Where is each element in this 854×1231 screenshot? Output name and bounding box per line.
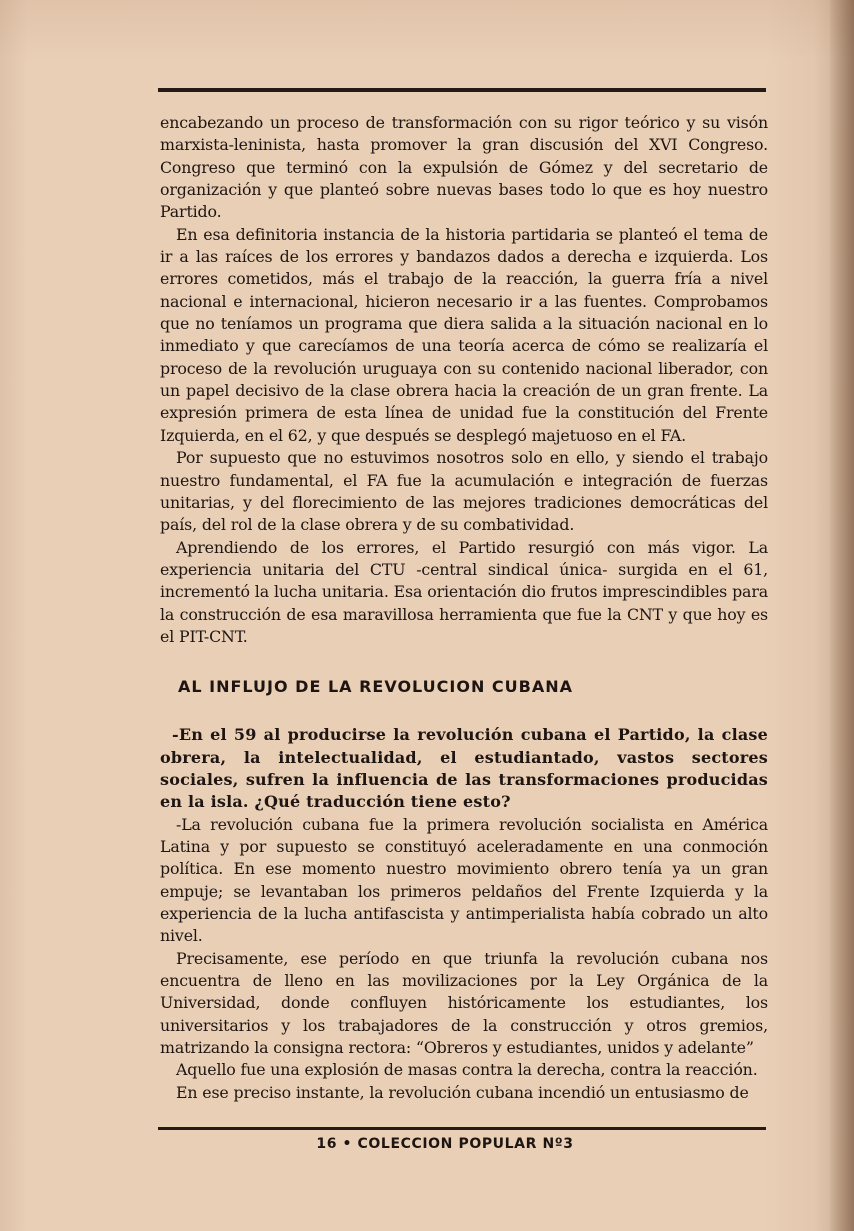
- page-text: [160, 112, 768, 1104]
- paragraph: encabezando un proceso de transformación con su rigor teórico y su visón marxista-leninista, hasta promover la gran discusión del XVI Congreso. Congreso que terminó con la expulsión de Gómez y del secretario de organización y que planteó sobre nuevas bases todo lo que es hoy nuestro Partido.: [160, 113, 768, 222]
- section-heading: AL INFLUJO DE LA REVOLUCION CUBANA: [178, 677, 574, 697]
- interview-question: -En el 59 al producirse la revolución cubana el Partido, la clase obrera, la intelectualidad, el estudiantado, vastos sectores sociales, sufren la influencia de las transformaciones producidas en la isla. ¿Qué traducción tiene esto?: [160, 725, 768, 812]
- bottom-rule: [158, 1127, 766, 1130]
- paragraph: Aprendiendo de los errores, el Partido resurgió con más vigor. La experiencia unitaria del CTU -central sindical única- surgida en el 61, incrementó la lucha unitaria. Esa orientación dio frutos imprescindibles para la construcción de esa maravillosa herramienta que fue la CNT y que hoy es el PIT-CNT.: [160, 537, 768, 646]
- paragraph: -La revolución cubana fue la primera revolución socialista en América Latina y por supuesto se constituyó aceleradamente en una conmoción política. En ese momento nuestro movimiento obrero tenía ya un gran empuje; se levantaban los primeros peldaños del Frente Izquierda y la experiencia de la lucha antifascista y antimperialista había cobrado un alto nivel.: [160, 814, 768, 946]
- paragraph: Aquello fue una explosión de masas contra la derecha, contra la reacción.: [176, 1060, 758, 1080]
- paragraph: Precisamente, ese período en que triunfa la revolución cubana nos encuentra de lleno en las movilizaciones por la Ley Orgánica de la Universidad, donde confluyen históricamente los estudiantes, los universitarios y los trabajadores de la construcción y otros gremios, matrizando la consigna rectora: “Obreros y estudiantes, unidos y adelante”: [160, 948, 768, 1058]
- paragraph: En esa definitoria instancia de la historia partidaria se planteó el tema de ir a las raíces de los errores y bandazos dados a derecha e izquierda. Los errores cometidos, más el trabajo de la reacción, la guerra fría a nivel nacional e internacional, hicieron necesario ir a las fuentes. Comprobamos que no teníamos un programa que diera salida a la situación nacional en lo inmediato y que carecíamos de una teoría acerca de cómo se realizaría el proceso de la revolución uruguaya con su contenido nacional liberador, con un papel decisivo de la clase obrera hacia la creación de un gran frente. La expresión primera de esta línea de unidad fue la constitución del Frente Izquierda, en el 62, y que después se desplegó majetuoso en el FA.: [160, 224, 768, 445]
- page-edge-shadow: [830, 0, 854, 1231]
- paragraph: Por supuesto que no estuvimos nosotros solo en ello, y siendo el trabajo nuestro fundamental, el FA fue la acumulación e integración de fuerzas unitarias, y del florecimiento de las mejores tradiciones democráticas del país, del rol de la clase obrera y de su combatividad.: [160, 448, 768, 535]
- paragraph: En ese preciso instante, la revolución cubana incendió un entusiasmo de: [176, 1082, 749, 1102]
- page-footer: 16 • COLECCION POPULAR Nº3: [316, 1136, 574, 1152]
- top-rule: [158, 88, 766, 92]
